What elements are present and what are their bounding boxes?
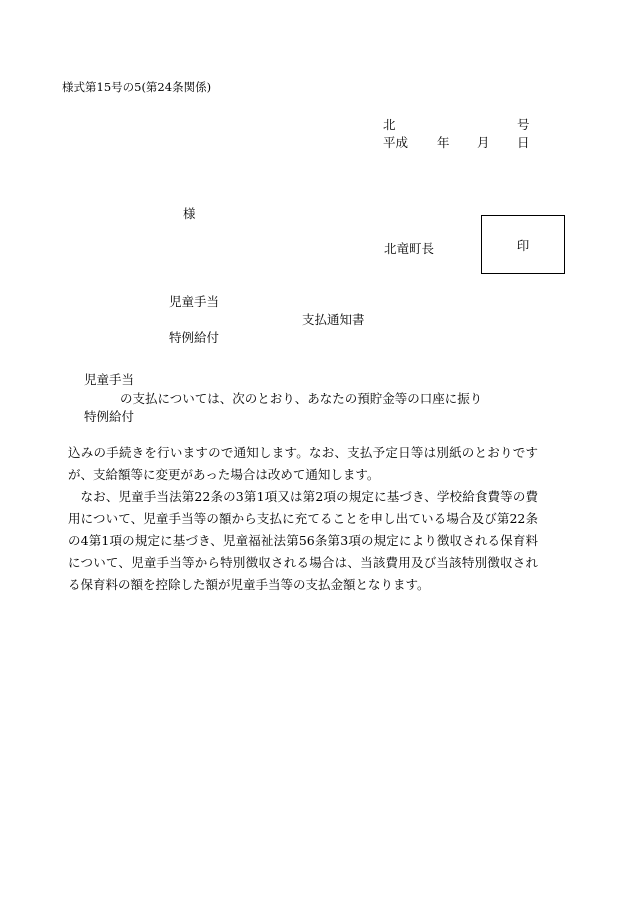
form-number: 様式第15号の5(第24条関係) xyxy=(62,80,212,94)
seal-label: 印 xyxy=(516,237,530,253)
intro-option-2: 特例給付 xyxy=(84,409,135,424)
body-text xyxy=(68,442,538,596)
date-day: 日 xyxy=(517,135,530,150)
document-title: 支払通知書 xyxy=(302,312,365,327)
date-year: 年 xyxy=(437,135,450,150)
date-era: 平成 xyxy=(383,135,409,150)
intro-sentence: の支払については、次のとおり、あなたの預貯金等の口座に振り xyxy=(120,391,483,406)
issuer-name: 北竜町長 xyxy=(384,241,435,256)
intro-option-1: 児童手当 xyxy=(84,372,135,387)
addressee-honorific: 様 xyxy=(183,206,196,221)
paragraph-2: なお、児童手当法第22条の3第1項又は第2項の規定に基づき、学校給食費等の費用について、児童手当等の額から支払に充てることを申し出ている場合及び第22条の4第1項の規定に基づき、児童福祉法第56条第3項の規定により徴収される保育料について、児童手当等から特別徴収される場合は、当該費用及び当該特別徴収される保育料の額を控除した額が児童手当等の支払金額となります。 xyxy=(68,489,538,592)
title-line-1: 児童手当 xyxy=(169,294,220,309)
seal-box xyxy=(481,215,565,274)
date-month: 月 xyxy=(477,135,490,150)
paragraph-1: 込みの手続きを行いますので通知します。なお、支払予定日等は別紙のとおりですが、支給額等に変更があった場合は改めて通知します。 xyxy=(68,445,538,482)
title-line-3: 特例給付 xyxy=(169,330,220,345)
reference-prefix: 北 xyxy=(383,117,396,132)
reference-suffix: 号 xyxy=(517,117,530,132)
